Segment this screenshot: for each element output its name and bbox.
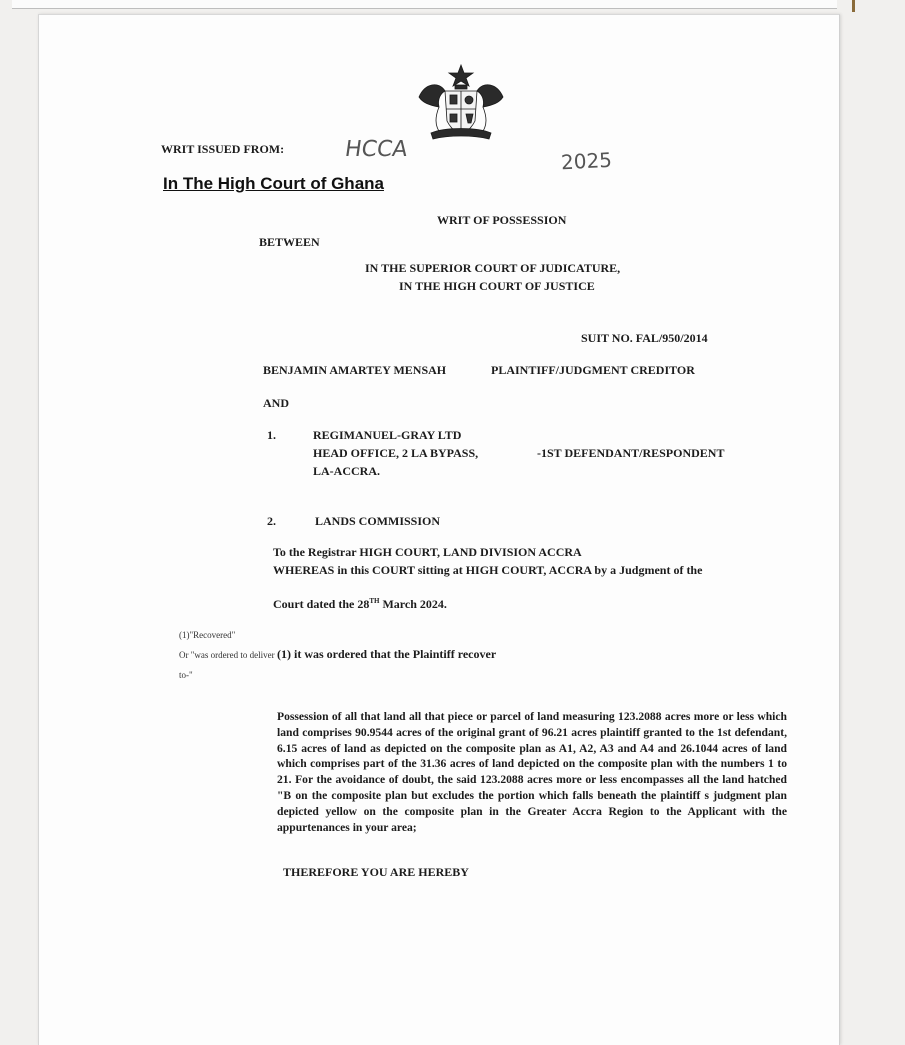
page-edge-marker: [852, 0, 855, 12]
possession-paragraph: Possession of all that land all that piece or parcel of land measuring 123.2088 acres more or less which land comprises 90.9544 acres of the original grant of 96.21 acres plaintiff granted to the 1st defendant, 6.15 acres of land as depicted on the composite plan as A1, A2, A3 and A4 and 26.1044 acres of land which comprises part of the 31.36 acres of land depicted on the composite plan with the numbers 1 to 21. For the avoidance of doubt, the said 123.2088 acres more or less encompasses all the land hatched "B on the composite plan but excludes the portion which falls beneath the plaintiff s judgment plan depicted yellow on the composite plan in the Greater Accra Region to the Applicant with the appurtenances in your area;: [277, 710, 787, 834]
previous-page-edge: [12, 0, 837, 9]
defendant-1-number: 1.: [267, 428, 276, 442]
writ-title: WRIT OF POSSESSION: [437, 213, 567, 227]
to-registrar-line: To the Registrar HIGH COURT, LAND DIVISION ACCRA: [273, 545, 582, 559]
defendant-1-address: HEAD OFFICE, 2 LA BYPASS,: [313, 446, 479, 460]
court-dated-suffix: March 2024.: [379, 597, 447, 611]
whereas-line: WHEREAS in this COURT sitting at HIGH COURT, ACCRA by a Judgment of the: [273, 563, 703, 577]
plaintiff-name: BENJAMIN AMARTEY MENSAH: [263, 363, 447, 377]
defendant-1-name: REGIMANUEL-GRAY LTD: [313, 428, 462, 442]
plaintiff-role: PLAINTIFF/JUDGMENT CREDITOR: [491, 363, 695, 377]
side-note-ordered: Or "was ordered to deliver to-": [179, 650, 275, 680]
writ-issued-from-label: WRIT ISSUED FROM:: [161, 142, 285, 156]
suit-number: SUIT NO. FAL/950/2014: [581, 331, 708, 345]
court-dated-superscript: TH: [369, 597, 380, 605]
between-label: BETWEEN: [259, 235, 320, 249]
order-clause: (1) it was ordered that the Plaintiff recover: [277, 647, 497, 661]
handwritten-year: 2025: [560, 147, 613, 175]
court-dated-prefix: Court dated the 28: [273, 597, 370, 611]
handwritten-court-code: HCCA: [343, 137, 410, 162]
court-dated-line: [273, 597, 447, 612]
defendant-2-number: 2.: [267, 514, 276, 528]
and-label: AND: [263, 396, 289, 410]
court-line-1: IN THE SUPERIOR COURT OF JUDICATURE,: [365, 261, 621, 275]
side-note-recovered: (1)"Recovered": [179, 630, 236, 640]
ghana-coat-of-arms-emblem: [411, 63, 511, 145]
defendant-1-city: LA-ACCRA.: [313, 464, 380, 478]
defendant-1-role: -1ST DEFENDANT/RESPONDENT: [537, 446, 725, 460]
therefore-line: THEREFORE YOU ARE HEREBY: [283, 865, 469, 879]
document-page: [38, 14, 840, 1045]
defendant-2-name: LANDS COMMISSION: [315, 514, 441, 528]
court-line-2: IN THE HIGH COURT OF JUSTICE: [399, 279, 595, 293]
court-title: In The High Court of Ghana: [163, 174, 384, 193]
